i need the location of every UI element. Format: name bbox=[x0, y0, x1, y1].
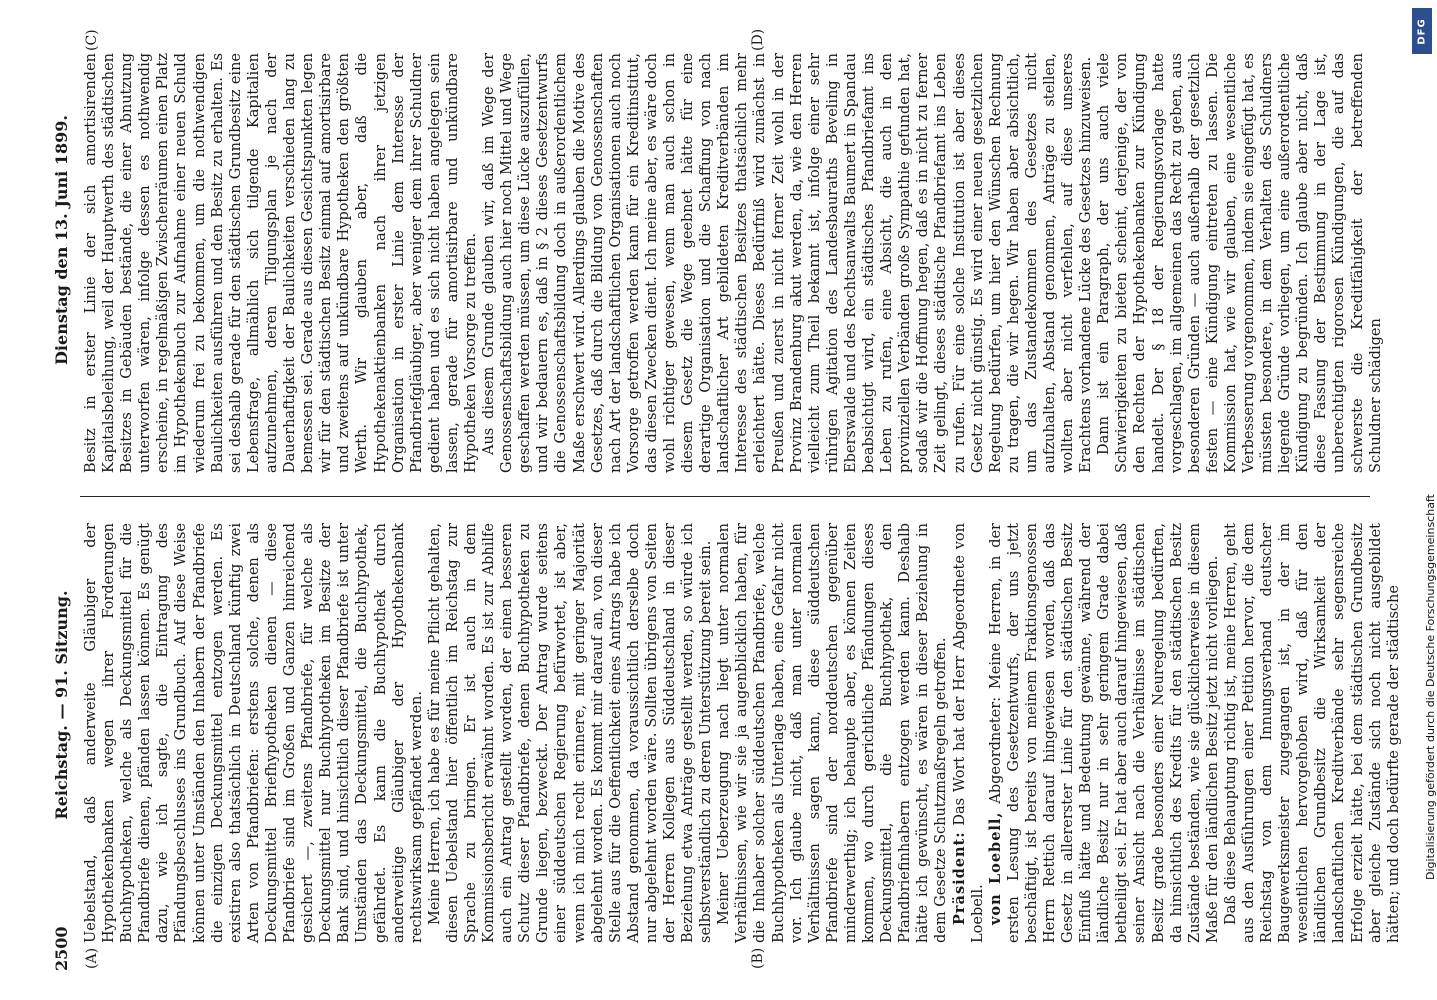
paragraph: Besitz in erster Linie der sich amortisirenden Kapitalsbeleihung, weil der Hauptwerth des städtischen Besitzes in Gebäuden bestände, die einer Abnutzung unterworfen wären, infolge dessen es nothwendig erscheine, in regelmäßigen Zwischenräumen einen Platz im Hypothekenbuch zur Aufnahme einer neuen Schuld wiederum frei zu bekommen, um die nothwendigen Baulichkeiten ausführen und den Besitz zu erhalten. Es sei deshalb gerade für den städtischen Grundbesitz eine Lebensfrage, allmählich sich tilgende Kapitalien aufzunehmen, deren Tilgungsplan je nach der Dauerhaftigkeit der Baulichkeiten verschieden lang zu bemessen sei. Gerade aus diesen Gesichtspunkten legen wir für den städtischen Besitz einmal auf amortisirbare und zweitens auf unkündbare Hypotheken den größten Werth. Wir glauben aber, daß die Hypothekenaktienbanken nach ihrer jetzigen Organisation in erster Linie dem Interesse der Pfandbriefgläubiger, aber weniger dem ihrer Schuldner gedient haben und es sich nicht haben angelegen sein lassen, gerade für amortisirbare und unkündbare Hypotheken Vorsorge zu treffen. bbox=[83, 53, 479, 473]
president-paragraph bbox=[951, 523, 987, 943]
paragraph: Aus diesem Grunde glauben wir, daß im Wege der Genossenschaftsbildung auch hier noch Mittel und Wege geschaffen werden müssen, um diese Lücke auszufüllen, und wir bedauern es, daß in § 2 dieses Gesetzentwurfs die Genossenschaftsbildung doch in außerordentlichem Maße erschwert wird. Allerdings glauben die Motive des Gesetzes, daß durch die Bildung von Genossenschaften nach Art der landschaftlichen Organisationen auch noch Vorsorge getroffen werden kann für ein Kreditinstitut, das diesen Zwecken dient. Ich meine aber, es wäre doch wohl richtiger gewesen, wenn man auch schon in diesem Gesetz die Wege geebnet hätte für eine derartige Organisation und die Schaffung von nach landschaftlicher Art gebildeten Kreditverbänden im Interesse des städtischen Besitzes thatsächlich mehr erleichtert hätte. Dieses Bedürfniß wird zunächst in Preußen und zuerst in nicht ferner Zeit wohl in der Provinz Brandenburg akut werden, da, wie den Herren vielleicht zum Theil bekannt ist, infolge einer sehr rührigen Agitation des Landesbauraths Beveling in Eberswalde und des Rechtsanwalts Baumert in Spandau beabsichtigt wird, ein städtisches Pfandbriefamt ins Leben zu rufen, eine Absicht, die auch in den provinziellen Verbänden große Sympathie gefunden hat, sodaß wir die Hoffnung hegen, daß es in nicht zu ferner Zeit gelingt, dieses städtische Pfandbriefamt ins Leben zu rufen. Für eine solche Institution ist aber dieses Gesetz nicht günstig. Es wird einer neuen gesetzlichen Regelung bedürfen, um hier den Wünschen Rechnung zu tragen, die wir hegen. Wir haben aber absichtlich, um das Zustandekommen des Gesetzes nicht aufzuhalten, Abstand genommen, Anträge zu stellen, wollten aber nicht verfehlen, auf diese unseres Erachtens vorhandene Lücke des Gesetzes hinzuweisen. bbox=[481, 53, 1095, 473]
running-title: Reichstag. — 91. Sitzung. bbox=[52, 590, 71, 820]
digitization-note: Digitalisierung gefördert durch die Deutsche Forschungsgemeinschaft bbox=[1424, 494, 1437, 880]
column-divider bbox=[80, 496, 1370, 497]
paragraph: Dann ist ein Paragraph, der uns auch viele Schwierigkeiten zu bieten scheint, derjenige, der von den Rechten der Hypothekenbanken zur Kündigung handelt. Der § 18 der Regierungsvorlage hatte vorgeschlagen, im allgemeinen das Recht zu geben, aus besonderen Gründen — auch außerhalb der gesetzlich festen — eine Kündigung eintreten zu lassen. Die Kommission hat, wie wir glauben, eine wesentliche Verbesserung vorgenommen, indem sie eingefügt hat, es müssten besondere, in dem Verhalten des Schuldners liegende Gründe vorliegen, um eine außerordentliche Kündigung zu begründen. Ich glaube aber nicht, daß diese Fassung der Bestimmung in der Lage ist, unberechtigten rigorosen Kündigungen, die auf das schwerste die Kreditfähigkeit der betreffenden Schuldner schädigen bbox=[1096, 53, 1384, 473]
margin-marker-d: (D) bbox=[750, 28, 766, 51]
paragraph: Daß diese Behauptung richtig ist, meine Herren, geht aus den Ausführungen einer Petition hervor, die dem Reichstag von dem Innungsverband deutscher Baugewerksmeister zugegangen ist, in der im wesentlichen hervorgehoben wird, daß für den ländlichen Grundbesitz die Wirksamkeit der landschaftlichen Kreditverbände sehr segensreiche Erfolge erzielt hätte, bei dem städtischen Grundbesitz aber gleiche Zustände sich noch nicht ausgebildet hätten; und doch bedürfte gerade der städtische bbox=[1222, 523, 1402, 943]
margin-marker-a: (A) bbox=[84, 947, 100, 969]
left-column bbox=[82, 523, 1402, 943]
speech-text: Das Wort hat der Herr Abgeordnete von Loebell. bbox=[951, 523, 986, 943]
loebell-paragraph bbox=[987, 523, 1222, 943]
speaker-label: von Loebell, bbox=[986, 811, 1004, 925]
margin-marker-c: (C) bbox=[84, 29, 100, 51]
session-date: Dienstag den 13. Juni 1899. bbox=[52, 115, 71, 365]
page-number: 2500 bbox=[52, 926, 71, 971]
page-header bbox=[50, 25, 74, 975]
paragraph: Meine Herren, ich habe es für meine Pflicht gehalten, diesen Uebelstand hier öffentlich im Reichstag zur Sprache zu bringen. Er ist auch in dem Kommissionsbericht erwähnt worden. Es ist zur Abhilfe auch ein Antrag gestellt worden, der einen besseren Schutz dieser Pfandbriefe, denen Buchhypotheken zu Grunde liegen, bezweckt. Der Antrag wurde seitens einer süddeutschen Regierung befürwortet, ist aber, wenn ich mich recht erinnere, mit geringer Majorität abgelehnt worden. Es kommt mir darauf an, von dieser Stelle aus für die Oeffentlichkeit eines Antrags habe ich Abstand genommen, da voraussichtlich derselbe doch nur abgelehnt worden wäre. Sollten übrigens von Seiten der Herren Kollegen aus Süddeutschland in dieser Beziehung etwa Anträge gestellt werden, so würde ich selbstverständlich zu deren Unterstützung bereit sein. bbox=[426, 523, 715, 943]
speaker-label: Präsident: bbox=[950, 831, 968, 925]
paragraph: Meiner Ueberzeugung nach liegt unter normalen Verhältnissen, wie wir sie ja augenblicklich haben, für die Inhaber solcher süddeutschen Pfandbriefe, welche Buchhypotheken als Unterlage haben, eine Gefahr nicht vor. Ich glaube nicht, daß man unter normalen Verhältnissen sagen kann, diese süddeutschen Pfandbriefe sind der norddeutschen gegenüber minderwerthig; ich behaupte aber, es können Zeiten kommen, wo durch gerichtliche Pfändungen dieses Deckungsmittel, die Buchhypothek, den Pfandbriefinhabern entzogen werden kann. Deshalb hätte ich gewünscht, es wären in dieser Beziehung in dem Gesetze Schutzmaßregeln getroffen. bbox=[716, 523, 950, 943]
right-column bbox=[82, 53, 1384, 473]
dfg-logo: DFG bbox=[1412, 8, 1432, 54]
rotated-page bbox=[50, 25, 1402, 975]
paragraph: Uebelstand, daß anderweite Gläubiger der Hypothekenbanken wegen ihrer Forderungen Buchhypotheken, welche als Deckungsmittel für die Pfandbriefe dienen, pfänden lassen können. Es genügt dazu, wie ich sagte, die Eintragung des Pfändungsbeschlusses ins Grundbuch. Auf diese Weise können unter Umständen den Inhabern der Pfandbriefe die einzigen Deckungsmittel entzogen werden. Es existiren also thatsächlich in Deutschland künftig zwei Arten von Pfandbriefen: erstens solche, denen als Deckungsmittel Briefhypotheken dienen — diese Pfandbriefe sind im Großen und Ganzen hinreichend gesichert —, zweitens Pfandbriefe, für welche als Deckungsmittel nur Buchhypotheken im Besitze der Bank sind, und hinsichtlich dieser Pfandbriefe ist unter Umständen das Deckungsmittel, die Buchhypothek, gefährdet. Es kann die Buchhypothek durch anderweitige Gläubiger der Hypothekenbank rechtswirksam gepfändet werden. bbox=[83, 523, 425, 943]
margin-marker-b: (B) bbox=[750, 947, 766, 969]
speech-text: Abgeordneter: Meine Herren, in der ersten Lesung des Gesetzentwurfs, der uns jetzt beschäftigt, ist bereits von meinem Fraktionsgenossen Herrn Rettich darauf hingewiesen worden, daß das Gesetz in allererster Linie für den städtischen Besitz Einfluß hätte und Bedeutung gewänne, während der ländliche Besitz nur in sehr geringem Grade dabei betheiligt sei. Er hat aber auch darauf hingewiesen, daß seiner Ansicht nach die Verhältnisse im städtischen Besitz grade besonders einer Neuregelung bedürften, da hinsichtlich des Kredits für den städtischen Besitz Zustände beständen, wie sie glücklicherweise in diesem Maße für den ländlichen Besitz jetzt nicht vorliegen. bbox=[987, 523, 1221, 943]
